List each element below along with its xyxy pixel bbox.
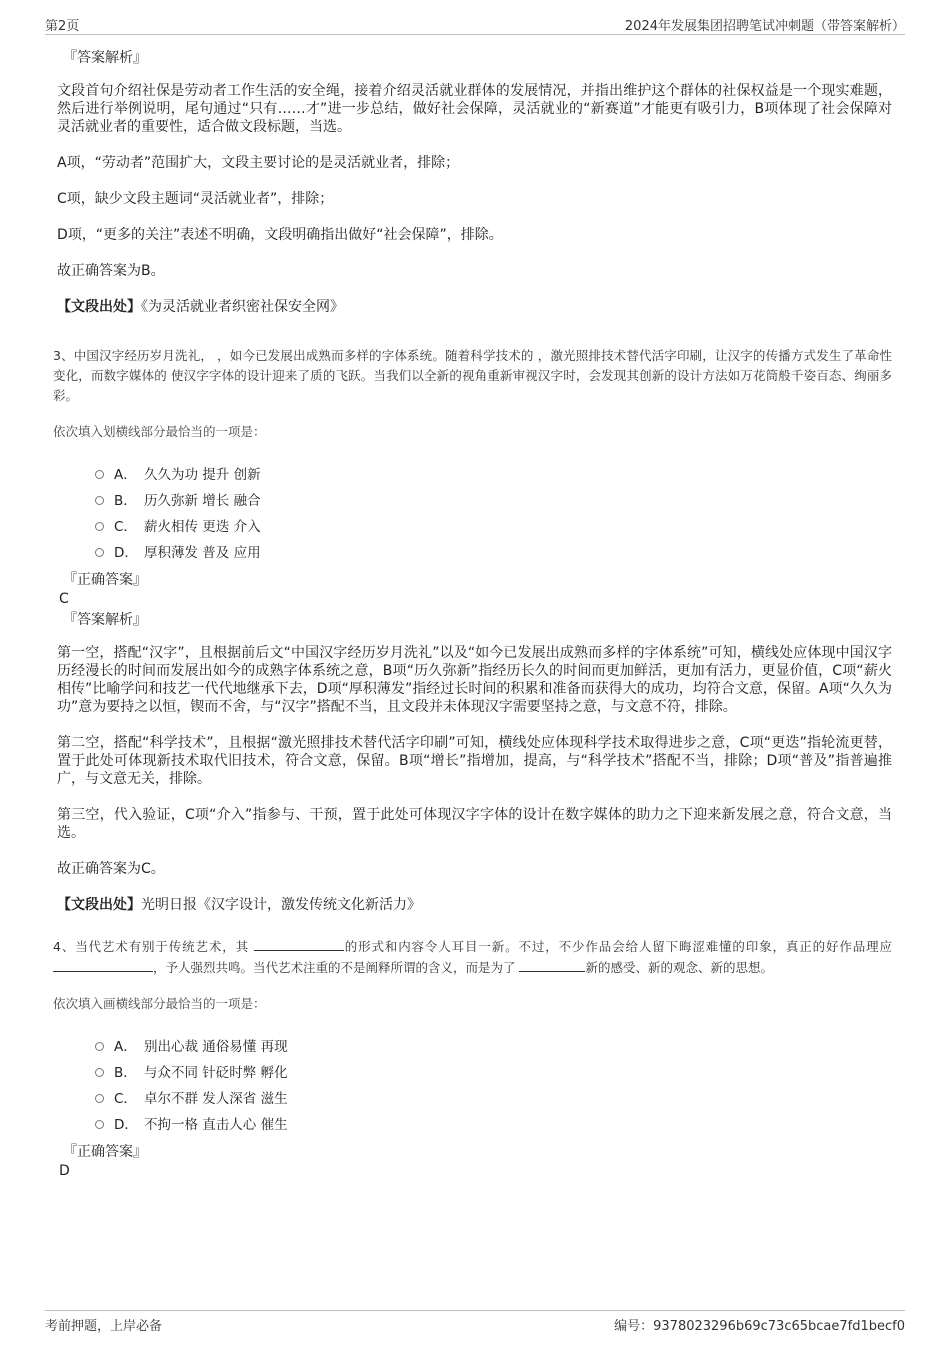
conclusion: 故正确答案为B。 <box>57 263 165 279</box>
radio-icon[interactable] <box>95 496 104 505</box>
option-c[interactable]: C． 卓尔不群 发人深省 滋生 <box>95 1084 892 1110</box>
radio-icon[interactable] <box>95 470 104 479</box>
document-title: 2024年发展集团招聘笔试冲刺题（带答案解析） <box>624 19 905 34</box>
analysis-paragraph: 第三空，代入验证，C项“介入”指参与、干预，置于此处可体现汉字字体的设计在数字媒体的助力之下迎来新发展之意，符合文意，当选。 <box>57 807 892 841</box>
option-b[interactable]: B． 与众不同 针砭时弊 孵化 <box>95 1058 892 1084</box>
document-code: 编号：9378023296b69c73c65bcae7fd1becf0 <box>614 1319 905 1334</box>
question-text: 3、中国汉字经历岁月洗礼， ，如今已发展出成熟而多样的字体系统。随着科学技术的 ，激光照排技术替代活字印刷，让汉字的传播方式发生了革命性变化，而数字媒体的 使汉字字体的设计迎来了质的飞跃。当我们以全新的视角重新审视汉字时，会发现其创新的设计方法如万花筒般千姿百态、绚丽多彩。 <box>53 348 892 403</box>
analysis-paragraph: 第一空，搭配“汉字”，且根据前后文“中国汉字经历岁月洗礼”以及“如今已发展出成熟而多样的字体系统”可知，横线处应体现中国汉字历经漫长的时间而发展出如今的成熟字体系统之意，B项“历久弥新”指经历长久的时间而更加鲜活，更加有活力，更显价值，C项“薪火相传”比喻学问和技艺一代代地继承下去，D项“厚积薄发”指经过长时间的积累和准备而获得大的成功，均符合文意，保留。A项“久久为功”意为要持之以恒，锲而不舍，与“汉字”搭配不当，且文段并未体现汉字需要坚持之意，与文意不符，排除。 <box>57 645 892 715</box>
analysis-paragraph: 第二空，搭配“科学技术”，且根据“激光照排技术替代活字印刷”可知，横线处应体现科学技术取得进步之意，C项“更迭”指轮流更替，置于此处可体现新技术取代旧技术，符合文意，保留。B项“增长”指增加，提高，与“科学技术”搭配不当，排除；D项“普及”指普遍推广，与文意无关，排除。 <box>57 735 892 787</box>
question-instruction: 依次填入画横线部分最恰当的一项是： <box>53 996 266 1011</box>
option-text: 不拘一格 直击人心 催生 <box>144 1117 288 1133</box>
conclusion: 故正确答案为C。 <box>57 861 165 877</box>
option-text: 历久弥新 增长 融合 <box>144 493 261 509</box>
radio-icon[interactable] <box>95 522 104 531</box>
option-a[interactable]: A． 久久为功 提升 创新 <box>95 460 892 486</box>
radio-icon[interactable] <box>95 548 104 557</box>
source-text: 光明日报《汉字设计，激发传统文化新活力》 <box>141 897 421 913</box>
answer-blank <box>254 936 344 951</box>
source-text: 《为灵活就业者织密社保安全网》 <box>141 299 344 315</box>
analysis-paragraph: 文段首句介绍社保是劳动者工作生活的安全绳，接着介绍灵活就业群体的发展情况，并指出维护这个群体的社保权益是一个现实难题，然后进行举例说明，尾句通过“只有……才”进一步总结，做好社会保障，灵活就业的“新赛道”才能更有吸引力，B项体现了社会保障对灵活就业者的重要性，适合做文段标题，当选。 <box>57 83 892 135</box>
option-d[interactable]: D． 厚积薄发 普及 应用 <box>95 538 892 564</box>
correct-answer: D <box>59 1163 70 1179</box>
source-citation <box>57 896 892 914</box>
radio-icon[interactable] <box>95 1120 104 1129</box>
page-footer <box>45 1310 905 1335</box>
answer-blank <box>53 957 153 972</box>
page-content <box>53 40 892 1180</box>
option-text: 厚积薄发 普及 应用 <box>144 545 261 561</box>
radio-icon[interactable] <box>95 1042 104 1051</box>
option-list <box>95 1032 892 1136</box>
radio-icon[interactable] <box>95 1094 104 1103</box>
analysis-heading: 『答案解析』 <box>63 612 147 628</box>
analysis-paragraph: C项，缺少文段主题词“灵活就业者”，排除； <box>57 191 334 207</box>
option-text: 与众不同 针砭时弊 孵化 <box>144 1065 288 1081</box>
option-text: 久久为功 提升 创新 <box>144 467 261 483</box>
option-list <box>95 460 892 564</box>
option-c[interactable]: C． 薪火相传 更迭 介入 <box>95 512 892 538</box>
correct-answer: C <box>59 591 69 607</box>
question-text: 4、当代艺术有别于传统艺术，其 的形式和内容令人耳目一新。不过，不少作品会给人留下晦涩难懂的印象，真正的好作品理应 ，予人强烈共鸣。当代艺术注重的不是阐释所谓的含义，而是为了 新的感受、新的观念、新的思想。 <box>53 936 892 978</box>
answer-blank <box>519 957 585 972</box>
analysis-paragraph: D项，“更多的关注”表述不明确，文段明确指出做好“社会保障”，排除。 <box>57 227 503 243</box>
analysis-paragraph: A项，“劳动者”范围扩大，文段主要讨论的是灵活就业者，排除； <box>57 155 460 171</box>
page-header <box>45 12 905 35</box>
radio-icon[interactable] <box>95 1068 104 1077</box>
option-text: 别出心裁 通俗易懂 再现 <box>144 1039 288 1055</box>
source-tag: 【文段出处】 <box>57 299 141 315</box>
analysis-heading: 『答案解析』 <box>63 50 147 66</box>
page-number: 第2页 <box>45 19 80 34</box>
option-d[interactable]: D． 不拘一格 直击人心 催生 <box>95 1110 892 1136</box>
option-a[interactable]: A． 别出心裁 通俗易懂 再现 <box>95 1032 892 1058</box>
question-instruction: 依次填入划横线部分最恰当的一项是： <box>53 424 266 439</box>
option-text: 卓尔不群 发人深省 滋生 <box>144 1091 288 1107</box>
option-b[interactable]: B． 历久弥新 增长 融合 <box>95 486 892 512</box>
option-text: 薪火相传 更迭 介入 <box>144 519 261 535</box>
source-citation <box>57 298 892 316</box>
answer-heading: 『正确答案』 <box>63 1144 147 1160</box>
source-tag: 【文段出处】 <box>57 897 141 913</box>
footer-slogan: 考前押题，上岸必备 <box>45 1319 163 1334</box>
answer-heading: 『正确答案』 <box>63 572 147 588</box>
